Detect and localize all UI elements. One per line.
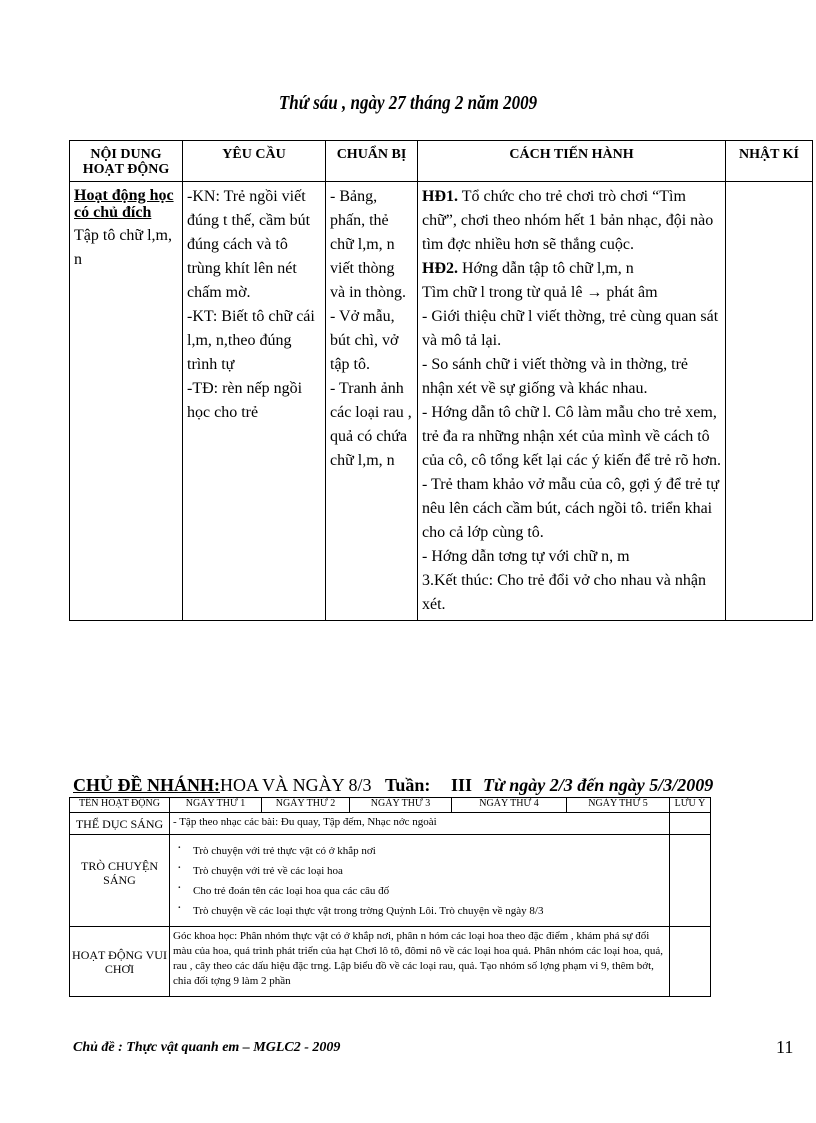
schedule-header: NGÀY THỨ 2 — [262, 798, 350, 813]
procedure-step: - Trẻ tham khảo vở mẫu của cô, gợi ý để trẻ tự nêu lên cách cầm bút, cách ngồi tô. triển khai cho cả lớp cùng tô. — [422, 476, 720, 541]
topic-name: HOA VÀ NGÀY 8/3 — [220, 775, 372, 795]
schedule-header: NGÀY THỨ 5 — [567, 798, 670, 813]
list-item: · Trò chuyện với trẻ thực vật có ở khắp nơi — [173, 844, 666, 859]
procedure-step: - So sánh chữ i viết thờng và in thờng, trẻ nhận xét về sự giống và khác nhau. — [422, 356, 688, 397]
procedure-step: 3.Kết thúc: Cho trẻ đổi vở cho nhau và nhận xét. — [422, 572, 706, 613]
row-note — [670, 927, 711, 997]
topic-label: CHỦ ĐỀ NHÁNH: — [73, 775, 220, 795]
preparation-cell — [326, 182, 418, 621]
activity-title: Hoạt động học có chủ đích — [74, 187, 174, 221]
procedure-step: - Hớng dẫn tô chữ l. Cô làm mẫu cho trẻ xem, trẻ đa ra những nhận xét của mình về cách tô của cô, cô tổng kết lại các ý kiến để trẻ rõ hơn. — [422, 404, 722, 469]
header-requirements: YÊU CẦU — [183, 141, 326, 182]
procedure-cell — [418, 182, 726, 621]
hd1-text: Tổ chức cho trẻ chơi trò chơi “Tìm chữ”, chơi theo nhóm hết 1 bản nhạc, đội nào tìm đợc nhiều hơn sẽ thắng cuộc. — [422, 188, 714, 253]
row-label: HOẠT ĐỘNG VUI CHƠI — [70, 927, 170, 997]
row-note — [670, 813, 711, 835]
page-number: 11 — [776, 1037, 794, 1057]
weekly-schedule-table — [69, 797, 711, 997]
header-journal: NHẬT KÍ — [726, 141, 813, 182]
schedule-header: TÊN HOẠT ĐỘNG — [70, 798, 170, 813]
requirement-item: -TĐ: rèn nếp ngồi học cho trẻ — [187, 380, 303, 421]
hd2-text: Hớng dẫn tập tô chữ l,m, n — [458, 260, 634, 277]
find-text: Tìm chữ l trong từ quả lê — [422, 284, 583, 301]
schedule-header: NGÀY THỨ 4 — [452, 798, 567, 813]
footer-caption: Chủ đề : Thực vật quanh em – MGLC2 - 2009 — [73, 1040, 341, 1055]
week-value: III — [451, 775, 473, 795]
lesson-plan-table — [69, 140, 813, 621]
hd2-label: HĐ2. — [422, 260, 458, 277]
header-procedure: CÁCH TIẾN HÀNH — [418, 141, 726, 182]
row-content — [170, 835, 670, 927]
schedule-header-row — [70, 798, 711, 813]
schedule-row-exercise — [70, 813, 711, 835]
page-date-title: Thứ sáu , ngày 27 tháng 2 năm 2009 — [278, 92, 538, 114]
procedure-hd1 — [422, 185, 721, 257]
list-item: · Trò chuyện về các loại thực vật trong trờng Quỳnh Lôi. Trò chuyện về ngày 8/3 — [173, 904, 666, 919]
schedule-row-play — [70, 927, 711, 997]
requirements-cell — [183, 182, 326, 621]
list-item: · Cho trẻ đoán tên các loại hoa qua các câu đố — [173, 884, 666, 899]
row-note — [670, 835, 711, 927]
row-label: THỂ DỤC SÁNG — [70, 813, 170, 835]
schedule-row-conversation — [70, 835, 711, 927]
find-after: phát âm — [602, 284, 658, 301]
preparation-item: - Bảng, phấn, thẻ chữ l,m, n viết thòng và in thòng. — [330, 188, 406, 301]
procedure-hd2 — [422, 257, 721, 281]
date-range: Từ ngày 2/3 đến ngày 5/3/2009 — [483, 775, 714, 795]
list-item: · Trò chuyện với trẻ về các loại hoa — [173, 864, 666, 879]
requirement-item: -KT: Biết tô chữ cái l,m, n,theo đúng trình tự — [187, 308, 315, 373]
row-content: - Tập theo nhạc các bài: Đu quay, Tập đếm, Nhạc nớc ngoài — [170, 813, 670, 835]
lesson-plan-header-row — [70, 141, 813, 182]
procedure-step: - Giới thiệu chữ l viết thờng, trẻ cùng quan sát và mô tả lại. — [422, 308, 719, 349]
schedule-header: LƯU Ý — [670, 798, 711, 813]
activity-subtitle: Tập tô chữ l,m, n — [74, 227, 172, 268]
row-label: TRÒ CHUYỆN SÁNG — [70, 835, 170, 927]
header-content: NỘI DUNG HOẠT ĐỘNG — [70, 141, 183, 182]
header-preparation: CHUẨN BỊ — [326, 141, 418, 182]
requirement-item: -KN: Trẻ ngồi viết đúng t thế, cầm bút đúng cách và tô trùng khít lên nét chấm mờ. — [187, 188, 311, 301]
preparation-item: - Tranh ảnh các loại rau , quả có chứa chữ l,m, n — [330, 380, 412, 469]
schedule-topic-line — [73, 775, 813, 797]
content-cell — [70, 182, 183, 621]
schedule-header: NGÀY THỨ 3 — [350, 798, 452, 813]
week-label: Tuần: — [385, 775, 431, 795]
arrow-right-icon: → — [586, 284, 603, 301]
hd1-label: HĐ1. — [422, 188, 458, 205]
lesson-plan-row — [70, 182, 813, 621]
preparation-item: - Vở mẫu, bút chì, vở tập tô. — [330, 308, 399, 373]
row-content: Góc khoa học: Phân nhóm thực vật có ở khắp nơi, phân n hóm các loại hoa theo đặc điểm , khám phá sự đổi màu của hoa, quá trình phát triển của hạt Chơi lô tô, đômi nô về các loại hoa quả. Phân nhóm các loại hoa, quả, rau , cây theo các dấu hiệu đặc trng. Lập biểu đồ về các loại rau, quả. Tạo nhóm số lợng phạm vi 9, thêm bớt, chia đối tợng 9 làm 2 phần — [170, 927, 670, 997]
journal-cell — [726, 182, 813, 621]
procedure-step: - Hớng dẫn tơng tự với chữ n, m — [422, 548, 630, 565]
schedule-header: NGÀY THỨ 1 — [170, 798, 262, 813]
procedure-find — [422, 281, 721, 305]
